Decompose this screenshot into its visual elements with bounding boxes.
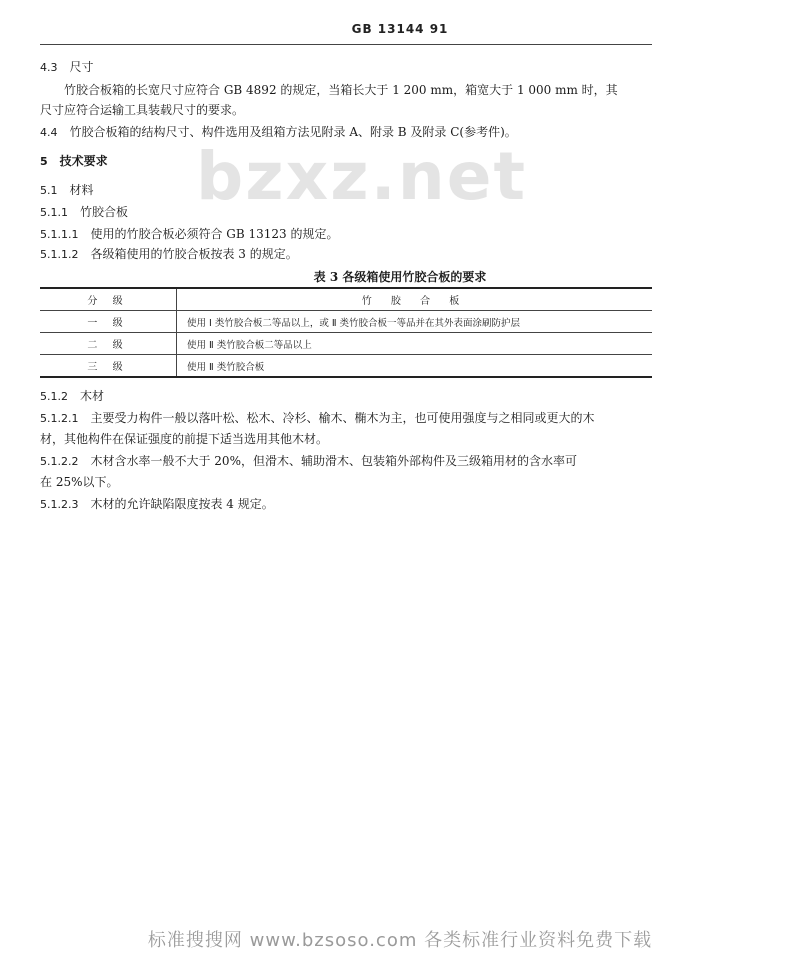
table-cell-grade: 二 级 xyxy=(40,333,177,355)
clause-number: 5.1.1.1 xyxy=(40,228,79,241)
watermark: bzxz.net xyxy=(196,138,528,215)
clause-number: 5.1.2 xyxy=(40,390,68,403)
table-cell-grade: 一 级 xyxy=(40,311,177,333)
clause-5-1-1 xyxy=(40,204,128,221)
clause-5-1-2-3 xyxy=(40,496,274,513)
clause-number: 4.4 xyxy=(40,126,58,139)
clause-number: 5.1.2.2 xyxy=(40,455,79,468)
clause-5-1-1-2 xyxy=(40,246,298,263)
table-3 xyxy=(40,287,652,378)
table-header-row xyxy=(40,288,652,311)
clause-5-1-2 xyxy=(40,388,104,405)
table-row xyxy=(40,311,652,333)
clause-text: 各级箱使用的竹胶合板按表 3 的规定。 xyxy=(90,247,298,261)
table-row xyxy=(40,333,652,355)
clause-5-1 xyxy=(40,182,94,199)
footer-banner: 标准搜搜网 www.bzsoso.com 各类标准行业资料免费下载 xyxy=(147,930,653,951)
section-number: 5 xyxy=(40,155,48,168)
clause-title: 尺寸 xyxy=(69,60,94,74)
table-row xyxy=(40,355,652,378)
clause-number: 5.1.1.2 xyxy=(40,248,79,261)
clause-text: 木材含水率一般不大于 20%，但滑木、辅助滑木、包装箱外部构件及三级箱用材的含水率可 xyxy=(90,454,577,468)
clause-5-1-1-1 xyxy=(40,226,339,243)
table-cell-spec: 使用 Ⅱ 类竹胶合板 xyxy=(187,361,265,373)
clause-text: 木材的允许缺陷限度按表 4 规定。 xyxy=(90,497,274,511)
table-cell-spec: 使用 Ⅱ 类竹胶合板二等品以上 xyxy=(187,339,312,351)
section-5-heading xyxy=(40,153,108,170)
clause-number: 4.3 xyxy=(40,61,58,74)
header-rule xyxy=(40,44,652,45)
table-cell-spec: 使用 Ⅰ 类竹胶合板二等品以上，或 Ⅱ 类竹胶合板一等品并在其外表面涂刷防护层 xyxy=(187,317,521,329)
clause-4-3-body-line-1: 竹胶合板箱的长宽尺寸应符合 GB 4892 的规定，当箱长大于 1 200 mm，箱宽大于 1 000 mm 时，其 xyxy=(64,83,618,97)
clause-number: 5.1.2.1 xyxy=(40,412,79,425)
clause-number: 5.1 xyxy=(40,184,58,197)
clause-4-3-body-line-2: 尺寸应符合运输工具装载尺寸的要求。 xyxy=(40,103,245,117)
page-header: GB 13144 91 xyxy=(351,22,449,36)
clause-number: 5.1.1 xyxy=(40,206,68,219)
clause-4-3-heading xyxy=(40,59,94,76)
clause-text: 竹胶合板箱的结构尺寸、构件选用及组箱方法见附录 A、附录 B 及附录 C(参考件)。 xyxy=(69,125,517,139)
table-header-board: 竹 胶 合 板 xyxy=(361,296,468,307)
section-title: 技术要求 xyxy=(59,154,108,168)
table-3-caption: 表 3 各级箱使用竹胶合板的要求 xyxy=(313,270,487,284)
clause-5-1-2-1-line-2: 材，其他构件在保证强度的前提下适当选用其他木材。 xyxy=(40,432,329,446)
table-cell-grade: 三 级 xyxy=(40,355,177,378)
clause-5-1-2-2-line-1 xyxy=(40,453,577,470)
clause-5-1-2-1-line-1 xyxy=(40,410,595,427)
clause-text: 主要受力构件一般以落叶松、松木、冷杉、榆木、椭木为主，也可使用强度与之相同或更大的木 xyxy=(90,411,595,425)
clause-title: 材料 xyxy=(69,183,94,197)
table-header-grade: 分 级 xyxy=(40,288,177,311)
clause-title: 竹胶合板 xyxy=(80,205,129,219)
clause-4-4 xyxy=(40,124,517,141)
clause-number: 5.1.2.3 xyxy=(40,498,79,511)
clause-text: 使用的竹胶合板必须符合 GB 13123 的规定。 xyxy=(90,227,339,241)
clause-title: 木材 xyxy=(80,389,105,403)
clause-5-1-2-2-line-2: 在 25%以下。 xyxy=(40,475,119,489)
